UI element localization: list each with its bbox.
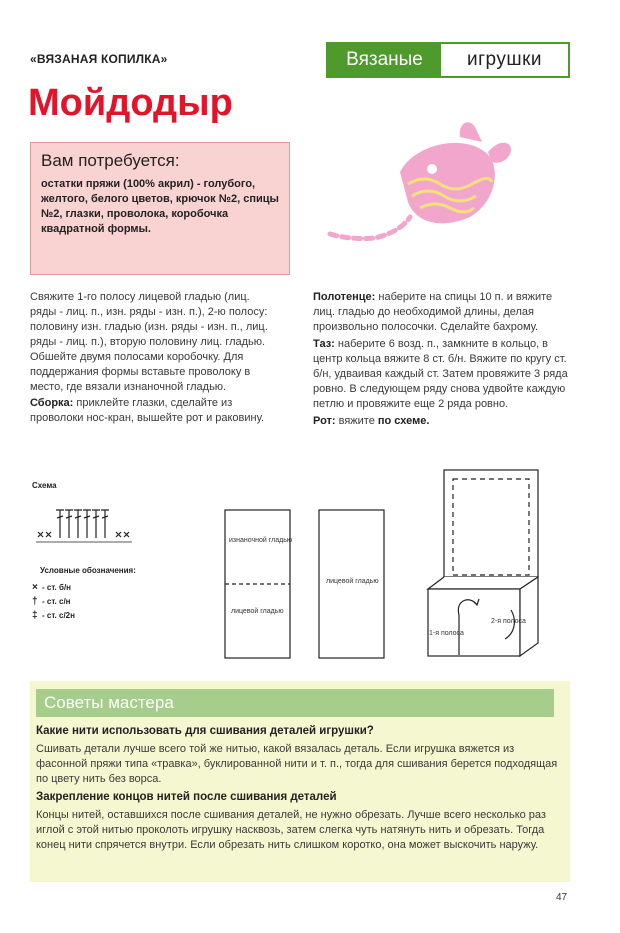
towel-label: Полотенце: <box>313 291 376 303</box>
tips-question-2: Закрепление концов нитей после сшивания деталей <box>36 791 337 803</box>
fish-icon <box>330 122 511 238</box>
page-number: 47 <box>556 892 568 903</box>
construction-diagram <box>215 465 570 665</box>
mouth-text: вяжите <box>335 415 378 427</box>
page-title: Мойдодыр <box>28 82 233 124</box>
strip1-top-label: изнаночной гладью <box>229 537 293 544</box>
badge-left: Вязаные <box>328 44 441 76</box>
strip2-label: лицевой гладью <box>326 578 379 585</box>
legend-list <box>32 580 75 622</box>
sc-symbol-icon: × <box>32 581 38 593</box>
legend-title: Условные обозначения: <box>40 566 136 575</box>
crochet-scheme <box>32 498 142 548</box>
assembly-paragraph <box>30 396 278 426</box>
towel-paragraph <box>313 290 568 335</box>
fish-illustration <box>320 112 530 252</box>
left-paragraph: Свяжите 1-го полосу лицевой гладью (лиц. ряды - лиц. п., изн. ряды - изн. п.), 2-ю полосу: половину изн. гладью (изн. ряды - изн. п., лиц. ряды - лиц. п.), вторую половину лиц. гладью. Обшейте двумя полосами коробочку. Для поддержания формы вставьте проволоку в место, где вязали изнаночной гладью. <box>30 291 268 393</box>
strip1-bottom-label: лицевой гладью <box>231 608 284 615</box>
mouth-label: Рот: <box>313 415 336 427</box>
tips-heading: Советы мастера <box>36 689 554 717</box>
legend-item: × - ст. б/н <box>32 581 71 593</box>
assembly-label: Сборка: <box>30 397 74 409</box>
scheme-title: Схема <box>32 481 57 490</box>
tips-answer-2: Концы нитей, оставшихся после сшивания деталей, не нужно обрезать. Лучше всего несколько раз иглой с этой нитью проколоть игрушку насквозь, затем слегка чуть натянуть нить и обрезать. Тогда конец нити спрячется внутри. Если обрезать нить слишком коротко, она может выскочить наружу. <box>36 809 546 851</box>
legend-item: † - ст. с/н <box>32 595 71 607</box>
right-column <box>313 290 568 429</box>
legend-item: ‡ - ст. с/2н <box>32 609 75 621</box>
basin-text: наберите 6 возд. п., замкните в кольцо, в центр кольца вяжите 8 ст. б/н. Вяжите по кругу ст. б/н, удваивая каждый ст. Затем провяжите 3 ряда ровно. В следующем ряду снова удвойте каждую петлю и провяжите еще 2 ряда ровно. <box>313 338 568 410</box>
tips-answer-1: Сшивать детали лучше всего той же нитью, какой вязалась деталь. Если игрушка вяжется из фасонной пряжи типа «травка», буклированной нити и т. п., тогда для сшивания берется подходящая по цвету нить без ворса. <box>36 743 558 785</box>
tr-symbol-icon: ‡ <box>32 609 38 621</box>
tips-box <box>30 681 570 882</box>
assembly-text: приклейте глазки, сделайте из проволоки нос-кран, вышейте рот и раковину. <box>30 397 265 424</box>
dc-symbol-icon: † <box>32 595 38 607</box>
section-badge <box>326 42 570 78</box>
badge-right: игрушки <box>466 49 543 70</box>
basin-label: Таз: <box>313 338 335 350</box>
left-column <box>30 290 278 426</box>
tips-question-1: Какие нити использовать для сшивания деталей игрушки? <box>36 725 374 737</box>
box-label-1: 1-я полоса <box>429 630 464 637</box>
series-label: «ВЯЗАНАЯ КОПИЛКА» <box>30 52 168 66</box>
scheme-symbols <box>36 510 132 542</box>
towel-text: наберите на спицы 10 п. и вяжите лиц. гладью до необходимой длины, делая произвольно полосочки. Сделайте бахрому. <box>313 291 553 333</box>
box-label-2: 2-я полоса <box>491 618 526 625</box>
materials-heading: Вам потребуется: <box>41 151 180 170</box>
materials-body: остатки пряжи (100% акрил) - голубого, желтого, белого цветов, крючок №2, спицы №2, глазки, проволока, коробочка квадратной формы. <box>41 178 279 235</box>
basin-paragraph <box>313 337 568 412</box>
box-lid <box>444 470 538 577</box>
materials-box <box>30 142 290 275</box>
mouth-paragraph <box>313 414 568 429</box>
mouth-bold: по схеме. <box>377 415 430 427</box>
